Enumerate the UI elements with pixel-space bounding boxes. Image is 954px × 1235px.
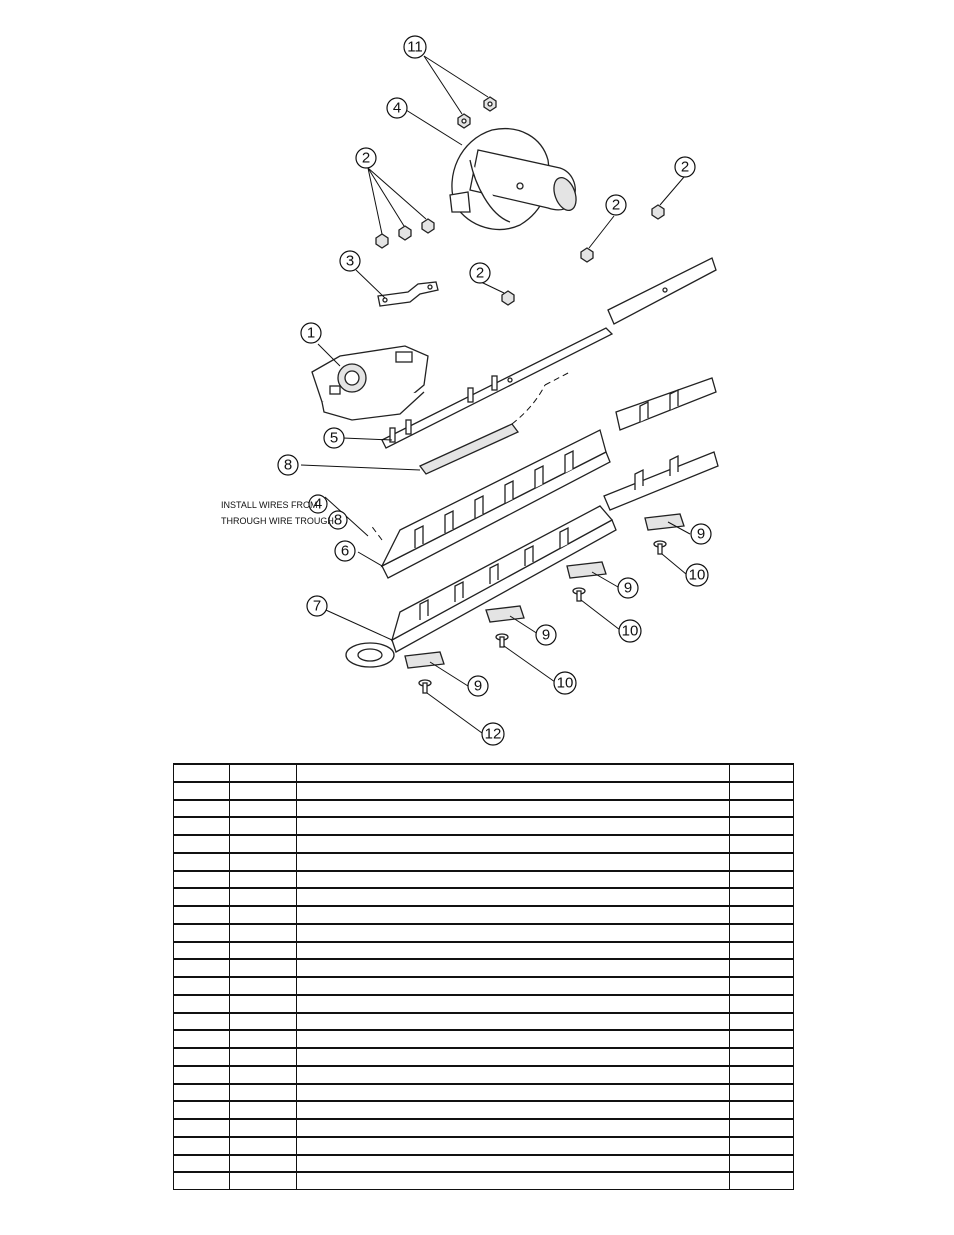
table-cell (730, 959, 794, 977)
table-cell (730, 1101, 794, 1119)
balloon-10-b (619, 620, 641, 642)
table-cell (174, 888, 230, 906)
balloon-2-d (470, 263, 490, 283)
table-row (174, 1048, 794, 1066)
svg-text:6: 6 (340, 542, 350, 560)
svg-text:4: 4 (313, 495, 323, 513)
balloon-10-a (686, 564, 708, 586)
table-row (174, 782, 794, 800)
svg-text:7: 7 (312, 597, 322, 615)
balloon-4 (387, 98, 407, 118)
table-cell (297, 942, 730, 960)
table-cell (297, 977, 730, 995)
table-cell (174, 906, 230, 924)
balloon-9-b (618, 578, 638, 598)
table-cell (174, 1101, 230, 1119)
table-cell (174, 1013, 230, 1031)
table-cell (230, 1013, 297, 1031)
svg-text:3: 3 (345, 252, 355, 270)
table-cell (230, 853, 297, 871)
table-cell (174, 835, 230, 853)
table-cell (730, 1119, 794, 1137)
table-row (174, 1101, 794, 1119)
parts-table-body (174, 764, 794, 1190)
parts-list-table (173, 763, 794, 1190)
table-row (174, 977, 794, 995)
table-row (174, 1030, 794, 1048)
table-cell (174, 1155, 230, 1173)
table-cell (174, 942, 230, 960)
table-cell (174, 1137, 230, 1155)
table-row (174, 800, 794, 818)
table-cell (297, 1101, 730, 1119)
table-cell (174, 924, 230, 942)
table-cell (230, 977, 297, 995)
table-cell (230, 959, 297, 977)
note-line-1: INSTALL WIRES FROM (221, 500, 318, 510)
table-cell (230, 1137, 297, 1155)
table-cell (174, 1066, 230, 1084)
table-cell (230, 782, 297, 800)
balloon-2-b (675, 157, 695, 177)
table-cell (297, 1030, 730, 1048)
table-cell (230, 1066, 297, 1084)
table-cell (230, 995, 297, 1013)
svg-text:5: 5 (329, 429, 339, 447)
svg-text:9: 9 (696, 525, 706, 543)
svg-text:8: 8 (333, 511, 343, 529)
table-cell (297, 959, 730, 977)
table-cell (730, 1066, 794, 1084)
table-cell (297, 906, 730, 924)
table-cell (730, 1155, 794, 1173)
table-cell (297, 1048, 730, 1066)
table-row (174, 1013, 794, 1031)
table-cell (230, 817, 297, 835)
gear-cover-part (450, 129, 580, 230)
table-cell (730, 1030, 794, 1048)
table-cell (730, 1048, 794, 1066)
table-cell (297, 1155, 730, 1173)
table-cell (174, 871, 230, 889)
table-cell (297, 924, 730, 942)
table-cell (230, 764, 297, 782)
table-cell (730, 942, 794, 960)
balloon-9-d (468, 676, 488, 696)
table-cell (230, 906, 297, 924)
balloon-6 (335, 541, 355, 561)
table-cell (174, 800, 230, 818)
table-cell (230, 888, 297, 906)
table-cell (174, 1119, 230, 1137)
bracket-part (378, 282, 438, 306)
table-cell (730, 906, 794, 924)
table-cell (730, 853, 794, 871)
table-cell (297, 1066, 730, 1084)
table-row (174, 835, 794, 853)
table-row (174, 1119, 794, 1137)
table-row (174, 1137, 794, 1155)
table-cell (174, 959, 230, 977)
table-cell (730, 1137, 794, 1155)
table-cell (730, 835, 794, 853)
table-row (174, 959, 794, 977)
table-cell (230, 1048, 297, 1066)
table-cell (297, 1119, 730, 1137)
svg-text:10: 10 (688, 566, 706, 584)
table-cell (174, 1172, 230, 1189)
table-cell (730, 800, 794, 818)
table-row (174, 871, 794, 889)
table-row (174, 906, 794, 924)
table-cell (230, 942, 297, 960)
table-row (174, 888, 794, 906)
svg-text:4: 4 (392, 99, 402, 117)
table-cell (297, 1172, 730, 1189)
table-cell (297, 817, 730, 835)
table-row (174, 942, 794, 960)
table-cell (174, 977, 230, 995)
table-cell (730, 995, 794, 1013)
svg-text:2: 2 (680, 158, 690, 176)
table-cell (174, 782, 230, 800)
table-cell (230, 835, 297, 853)
table-row (174, 1172, 794, 1189)
table-cell (730, 782, 794, 800)
table-row (174, 853, 794, 871)
balloon-1 (301, 323, 321, 343)
table-cell (230, 1119, 297, 1137)
balloon-8-a (278, 455, 298, 475)
svg-text:9: 9 (623, 579, 633, 597)
table-cell (174, 853, 230, 871)
table-cell (230, 871, 297, 889)
table-cell (174, 1084, 230, 1102)
svg-text:2: 2 (475, 264, 485, 282)
table-cell (230, 1101, 297, 1119)
note-line-2: THROUGH WIRE TROUGH (221, 516, 334, 526)
table-cell (230, 1155, 297, 1173)
table-cell (297, 835, 730, 853)
table-row (174, 924, 794, 942)
table-cell (230, 924, 297, 942)
svg-text:11: 11 (407, 38, 423, 56)
table-cell (174, 995, 230, 1013)
balloon-7 (307, 596, 327, 616)
balloon-10-c (554, 672, 576, 694)
svg-text:12: 12 (484, 725, 502, 743)
table-cell (730, 871, 794, 889)
table-cell (730, 924, 794, 942)
table-cell (297, 764, 730, 782)
balloon-11 (404, 36, 426, 58)
svg-text:1: 1 (306, 324, 316, 342)
table-row (174, 1084, 794, 1102)
svg-text:9: 9 (473, 677, 483, 695)
table-cell (174, 1048, 230, 1066)
balloon-3 (340, 251, 360, 271)
table-cell (730, 1013, 794, 1031)
table-cell (297, 995, 730, 1013)
table-cell (174, 764, 230, 782)
table-cell (730, 1084, 794, 1102)
balloon-9-a (691, 524, 711, 544)
svg-text:2: 2 (361, 149, 371, 167)
table-cell (297, 853, 730, 871)
gearbox-housing-part (312, 346, 428, 420)
table-cell (230, 1030, 297, 1048)
table-cell (730, 817, 794, 835)
svg-text:2: 2 (611, 196, 621, 214)
table-cell (297, 888, 730, 906)
balloon-9-c (536, 625, 556, 645)
table-cell (297, 1084, 730, 1102)
balloon-5 (324, 428, 344, 448)
balloon-2-c (606, 195, 626, 215)
svg-text:8: 8 (283, 456, 293, 474)
table-row (174, 1155, 794, 1173)
table-row (174, 1066, 794, 1084)
svg-text:10: 10 (556, 674, 574, 692)
table-cell (230, 1084, 297, 1102)
table-cell (297, 1013, 730, 1031)
table-cell (730, 764, 794, 782)
table-cell (174, 1030, 230, 1048)
table-cell (730, 977, 794, 995)
table-row (174, 764, 794, 782)
table-cell (297, 1137, 730, 1155)
table-cell (297, 800, 730, 818)
table-cell (230, 800, 297, 818)
nut-part-11 (458, 97, 496, 128)
table-row (174, 817, 794, 835)
table-cell (730, 888, 794, 906)
table-cell (730, 1172, 794, 1189)
table-cell (297, 871, 730, 889)
table-cell (174, 817, 230, 835)
table-row (174, 995, 794, 1013)
svg-text:9: 9 (541, 626, 551, 644)
table-cell (230, 1172, 297, 1189)
svg-text:10: 10 (621, 622, 639, 640)
table-cell (297, 782, 730, 800)
balloon-12 (482, 723, 504, 745)
balloon-2-a (356, 148, 376, 168)
